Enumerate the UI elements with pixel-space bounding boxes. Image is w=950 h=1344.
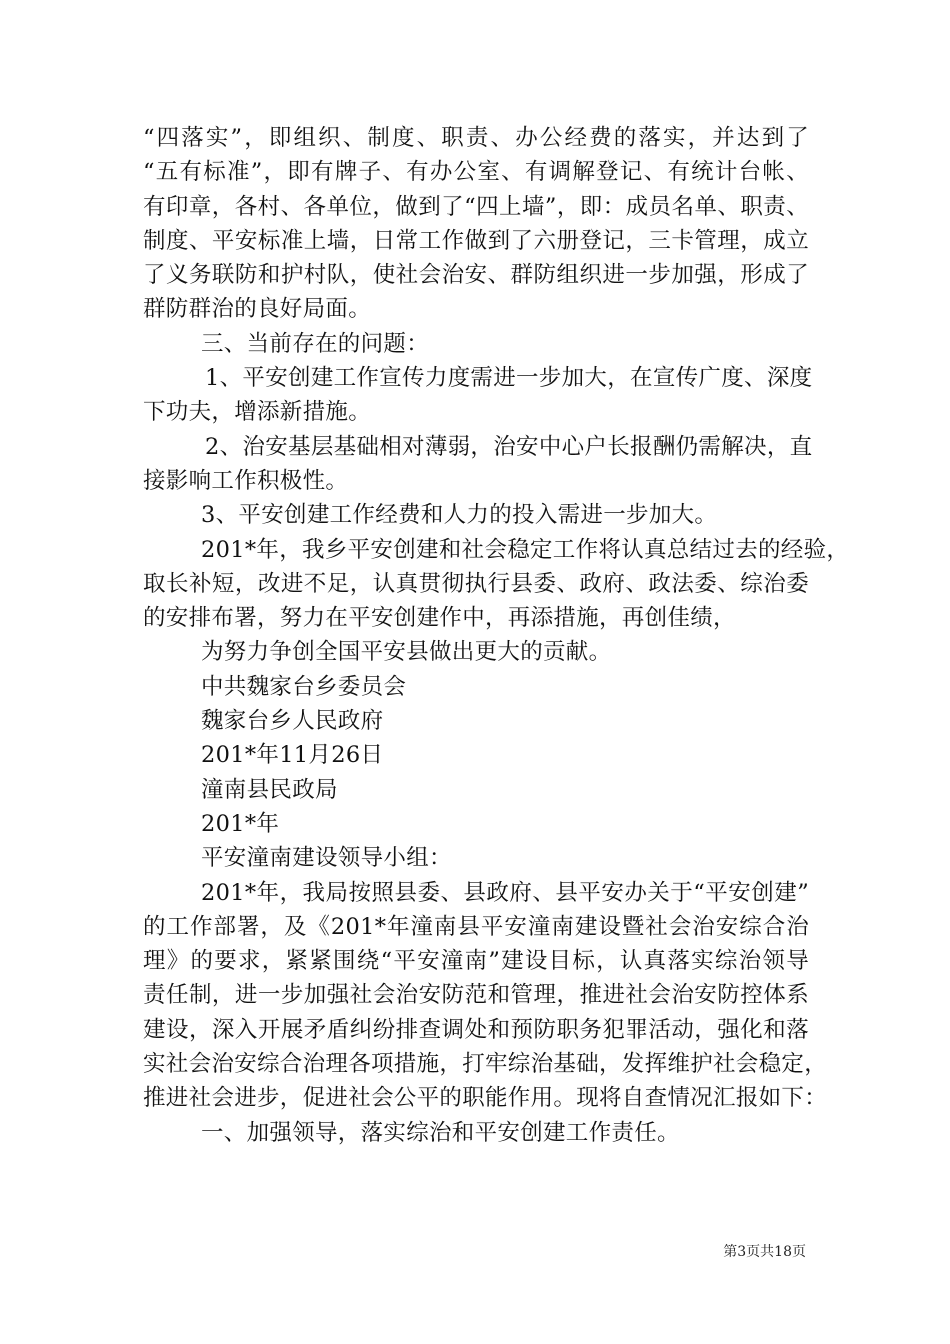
paragraph-line: 实社会治安综合治理各项措施，打牢综治基础，发挥维护社会稳定， (143, 1051, 828, 1078)
paragraph-line: “五有标准”，即有牌子、有办公室、有调解登记、有统计台帐、 (143, 159, 809, 186)
section-heading: 一、加强领导，落实综治和平安创建工作责任。 (201, 1119, 680, 1146)
paragraph-line: 建设，深入开展矛盾纠纷排查调处和预防职务犯罪活动，强化和落 (143, 1016, 809, 1043)
title-line: 潼南县民政局 (201, 776, 338, 803)
section-heading: 三、当前存在的问题： (201, 330, 430, 357)
date-line: 201*年11月26日 (201, 742, 384, 769)
paragraph-line: 接影响工作积极性。 (143, 467, 349, 494)
paragraph-line: 1、平安创建工作宣传力度需进一步加大，在宣传广度、深度 (205, 365, 813, 392)
document-body (143, 121, 850, 1150)
page-number: 第3页共18页 (723, 1244, 806, 1260)
paragraph-line: 取长补短，改进不足，认真贯彻执行县委、政府、政法委、综治委 (143, 570, 809, 597)
paragraph-line: 制度、平安标准上墙，日常工作做到了六册登记，三卡管理，成立 (143, 227, 809, 254)
paragraph-line: 推进社会进步，促进社会公平的职能作用。现将自查情况汇报如下： (143, 1085, 828, 1112)
paragraph-line: 的安排布署，努力在平安创建作中，再添措施，再创佳绩， (143, 605, 736, 632)
paragraph-line: 的工作部署，及《201*年潼南县平安潼南建设暨社会治安综合治 (143, 913, 809, 940)
paragraph-line: 3、平安创建工作经费和人力的投入需进一步加大。 (201, 502, 718, 529)
paragraph-line: 201*年，我局按照县委、县政府、县平安办关于“平安创建” (201, 879, 809, 906)
paragraph-line: 有印章，各村、各单位，做到了“四上墙”，即：成员名单、职责、 (143, 193, 809, 220)
paragraph-line: 责任制，进一步加强社会治安防范和管理，推进社会治安防控体系 (143, 982, 809, 1009)
signature-line: 中共魏家台乡委员会 (201, 673, 407, 700)
paragraph-line: 理》的要求，紧紧围绕“平安潼南”建设目标，认真落实综治领导 (143, 948, 809, 975)
paragraph-line: 2、治安基层基础相对薄弱，治安中心户长报酬仍需解决，直 (205, 433, 813, 460)
addressee-line: 平安潼南建设领导小组： (201, 845, 452, 872)
paragraph-line: “四落实”，即组织、制度、职责、办公经费的落实，并达到了 (143, 125, 809, 151)
signature-line: 魏家台乡人民政府 (201, 708, 384, 735)
paragraph-line: 下功夫，增添新措施。 (143, 399, 372, 426)
paragraph-line: 201*年，我乡平安创建和社会稳定工作将认真总结过去的经验， (201, 536, 850, 563)
paragraph-line: 为努力争创全国平安县做出更大的贡献。 (201, 639, 612, 666)
paragraph-line: 群防群治的良好局面。 (143, 296, 372, 323)
paragraph-line: 了义务联防和护村队，使社会治安、群防组织进一步加强，形成了 (143, 262, 809, 289)
title-line: 201*年 (201, 810, 280, 837)
